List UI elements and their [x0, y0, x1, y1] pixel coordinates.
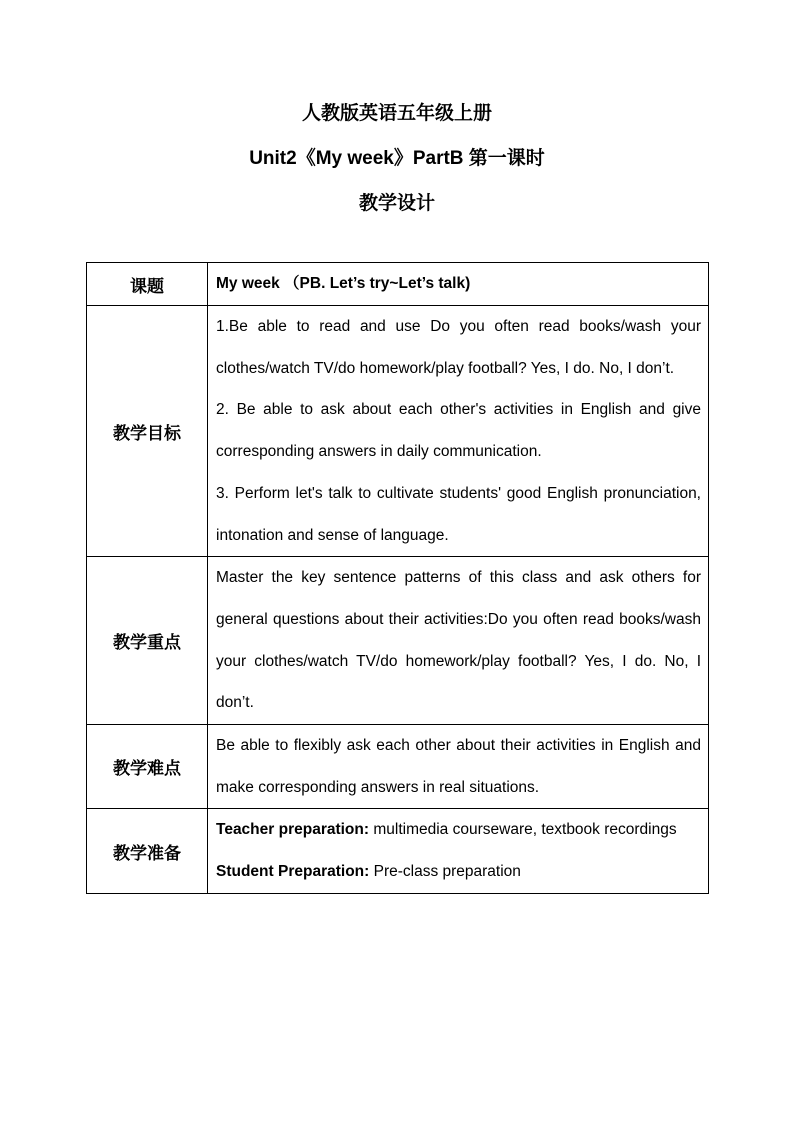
- lesson-plan-table: [86, 262, 709, 894]
- objectives-content: [208, 306, 709, 557]
- preparation-label: 教学准备: [87, 809, 208, 893]
- teacher-preparation: [216, 809, 701, 851]
- teacher-preparation-value: multimedia courseware, textbook recordings: [369, 821, 677, 839]
- topic-value: My week （PB. Let’s try~Let’s talk): [208, 263, 709, 306]
- student-preparation: [216, 851, 701, 893]
- table-row-preparation: [87, 809, 709, 893]
- key-points-text: Master the key sentence patterns of this class and ask others for general questions about their activities:Do you often read books/wash your clothes/watch TV/do homework/play football? Yes, I do. No, I don’t.: [208, 557, 709, 725]
- key-points-label: 教学重点: [87, 557, 208, 725]
- document-title-line-1: 人教版英语五年级上册: [301, 103, 492, 124]
- table-row-difficulties: [87, 725, 709, 809]
- objective-item: 2. Be able to ask about each other's activities in English and give corresponding answers in daily communication.: [216, 401, 701, 461]
- document-title-line-2: Unit2《My week》PartB 第一课时: [249, 148, 545, 169]
- student-preparation-label: Student Preparation:: [216, 863, 370, 881]
- objective-item: 1.Be able to read and use Do you often read books/wash your clothes/watch TV/do homework/play football? Yes, I do. No, I don’t.: [216, 318, 701, 377]
- document-title-block: [0, 104, 794, 239]
- table-row-objectives: [87, 306, 709, 557]
- topic-label: 课题: [87, 263, 208, 306]
- difficulties-label: 教学难点: [87, 725, 208, 809]
- document-title-line-3: 教学设计: [358, 193, 435, 214]
- preparation-content: [208, 809, 709, 893]
- teacher-preparation-label: Teacher preparation:: [216, 821, 370, 839]
- objective-item: 3. Perform let's talk to cultivate students' good English pronunciation, intonation and sense of language.: [216, 484, 701, 544]
- difficulties-text: Be able to flexibly ask each other about their activities in English and make corresponding answers in real situations.: [208, 725, 709, 809]
- objectives-label: 教学目标: [87, 306, 208, 557]
- student-preparation-value: Pre-class preparation: [369, 863, 521, 881]
- table-row-key-points: [87, 557, 709, 725]
- table-row-topic: [87, 263, 709, 306]
